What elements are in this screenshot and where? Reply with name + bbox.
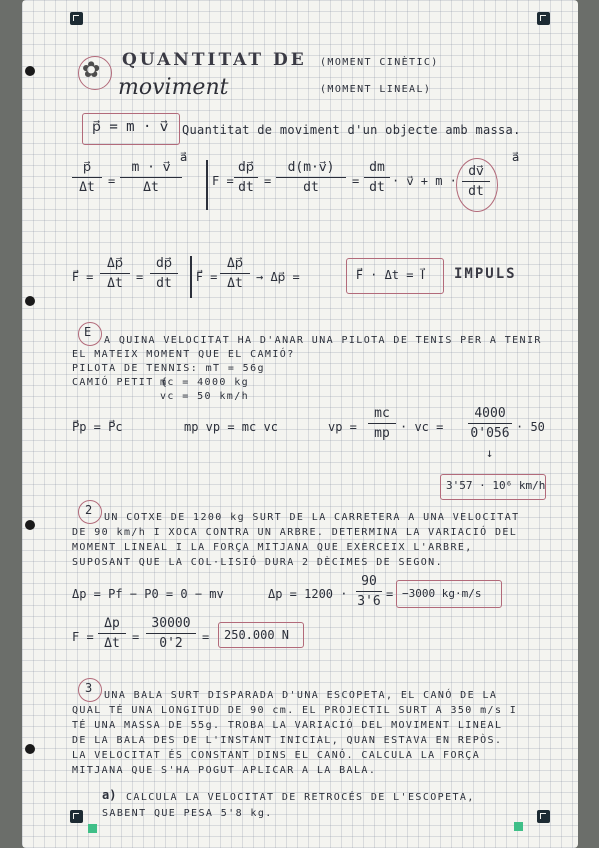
fraction: Δp Δt [98,616,126,651]
problem2-text: SUPOSANT QUE LA COL·LISIÓ DURA 2 DÈCIMES DE SEGON. [72,557,444,568]
equals: = [136,270,144,284]
fraction: Δp⃗ Δt [100,256,130,291]
corner-marker-icon [537,12,550,25]
corner-marker-icon [70,12,83,25]
problem1-result: 3'57 · 10⁶ km/h [446,479,546,492]
product-term: · v⃗ + m · [392,174,457,188]
fraction: d(m·v⃗) dt [276,160,346,195]
title-note2: (MOMENT LINEAL) [320,84,432,95]
corner-square-icon [88,824,97,833]
problem2-eq: Δp = 1200 · [268,587,348,601]
subquestion-label: a) [102,788,117,802]
title-line1: QUANTITAT DE [122,50,307,70]
equals: = [352,174,360,188]
title-note1: (MOMENT CINÈTIC) [320,57,439,68]
problem3-text: QUAL TÉ UNA LONGITUD DE 90 cm. EL PROJECTIL SURT A 350 m/s I [72,705,518,716]
accel-label: a⃗ [512,150,520,164]
flower-circle [78,56,112,90]
impulse-label: IMPULS [454,266,517,282]
fraction: dp⃗ dt [150,256,178,291]
problem2-eq: Δp = Pf − P0 = 0 − mv [72,587,224,601]
arrow-term: → Δp⃗ = [256,270,300,284]
momentum-formula: p⃗ = m · v⃗ [92,119,169,135]
separator [190,256,192,298]
equals: = [108,174,116,188]
binder-hole-icon [25,296,35,306]
force-left: F⃗ = [72,270,94,284]
problem3-text: TÉ UNA MASSA DE 55g. TROBA LA VARIACIÓ DEL MOVIMENT LINEAL [72,720,503,731]
problem2-text: DE 90 km/h I XOCA CONTRA UN ARBRE. DETERMINA LA VARIACIÓ DEL [72,527,518,538]
binder-hole-icon [25,520,35,530]
problem1-eq: mp vp = mc vc [184,420,278,434]
corner-square-icon [514,822,523,831]
problem3-text: MITJANA QUE S'HA POGUT APLICAR A LA BALA. [72,765,377,776]
binder-hole-icon [25,66,35,76]
problem1-eq: · 50 [516,420,545,434]
fraction: mc mp [368,406,396,441]
flower-doodle-icon: ✿ [82,58,101,83]
problem1-text: mc = 4000 kg [160,377,250,388]
problem2-eq: = [386,587,394,601]
problem1-number: E [84,325,92,339]
problem2-text: MOMENT LINEAL I LA FORÇA MITJANA QUE EXERCEIX L'ARBRE, [72,542,473,553]
accel-label: a⃗ [180,150,188,164]
problem3-text: UNA BALA SURT DISPARADA D'UNA ESCOPETA, EL CANÓ DE LA [104,690,498,701]
separator [206,160,208,210]
problem1-text: PILOTA DE TENNIS: mT = 56g [72,363,265,374]
problem1-eq: vp = [328,420,357,434]
title-line2: moviment [118,75,229,100]
equals: = [264,174,272,188]
problem3-text: DE LA BALA DES DE L'INSTANT INICIAL, QUAN ESTAVA EN REPÒS. [72,735,503,746]
down-arrow-icon: ↓ [486,446,494,460]
fraction: Δp⃗ Δt [220,256,250,291]
problem1-text: A QUINA VELOCITAT HA D'ANAR UNA PILOTA DE TENIS PER A TENIR [104,335,542,346]
notebook-page [22,0,578,848]
impulse-formula: F⃗ · Δt = I⃗ [356,268,425,282]
problem1-text: vc = 50 km/h [160,391,250,402]
fraction: dp⃗ dt [234,160,258,195]
fraction: 30000 0'2 [146,616,196,651]
subquestion-text: SABENT QUE PESA 5'8 kg. [102,808,273,819]
problem1-text: EL MATEIX MOMENT QUE EL CAMIÓ? [72,349,295,360]
fraction: p⃗ Δt [72,160,102,195]
force-eq: F = [212,174,234,188]
problem2-eq: = [202,630,210,644]
problem1-text: CAMIÓ PETIT { [72,377,169,388]
problem1-eq: · vc = [400,420,444,434]
problem1-eq: P⃗p = P⃗c [72,420,123,434]
definition-text: Quantitat de moviment d'un objecte amb massa. [182,123,521,137]
fraction: 4000 0'056 [468,406,512,441]
problem2-eq: = [132,630,140,644]
fraction: dv⃗ dt [462,164,490,199]
problem2-result2: 250.000 N [224,628,290,642]
fraction: dm dt [364,160,390,195]
problem2-text: UN COTXE DE 1200 kg SURT DE LA CARRETERA A UNA VELOCITAT [104,512,520,523]
corner-marker-icon [70,810,83,823]
problem3-text: LA VELOCITAT ÉS CONSTANT DINS EL CANÓ. CALCULA LA FORÇA [72,750,481,761]
problem2-number: 2 [85,503,93,517]
force-mid: F⃗ = [196,270,218,284]
problem3-number: 3 [85,681,93,695]
fraction: m · v⃗ Δt [120,160,182,195]
problem2-result1: −3000 kg·m/s [402,587,482,600]
corner-marker-icon [537,810,550,823]
subquestion-text: CALCULA LA VELOCITAT DE RETROCÉS DE L'ESCOPETA, [126,792,475,803]
fraction: 90 3'6 [357,574,381,610]
binder-hole-icon [25,744,35,754]
problem2-eq: F = [72,630,94,644]
